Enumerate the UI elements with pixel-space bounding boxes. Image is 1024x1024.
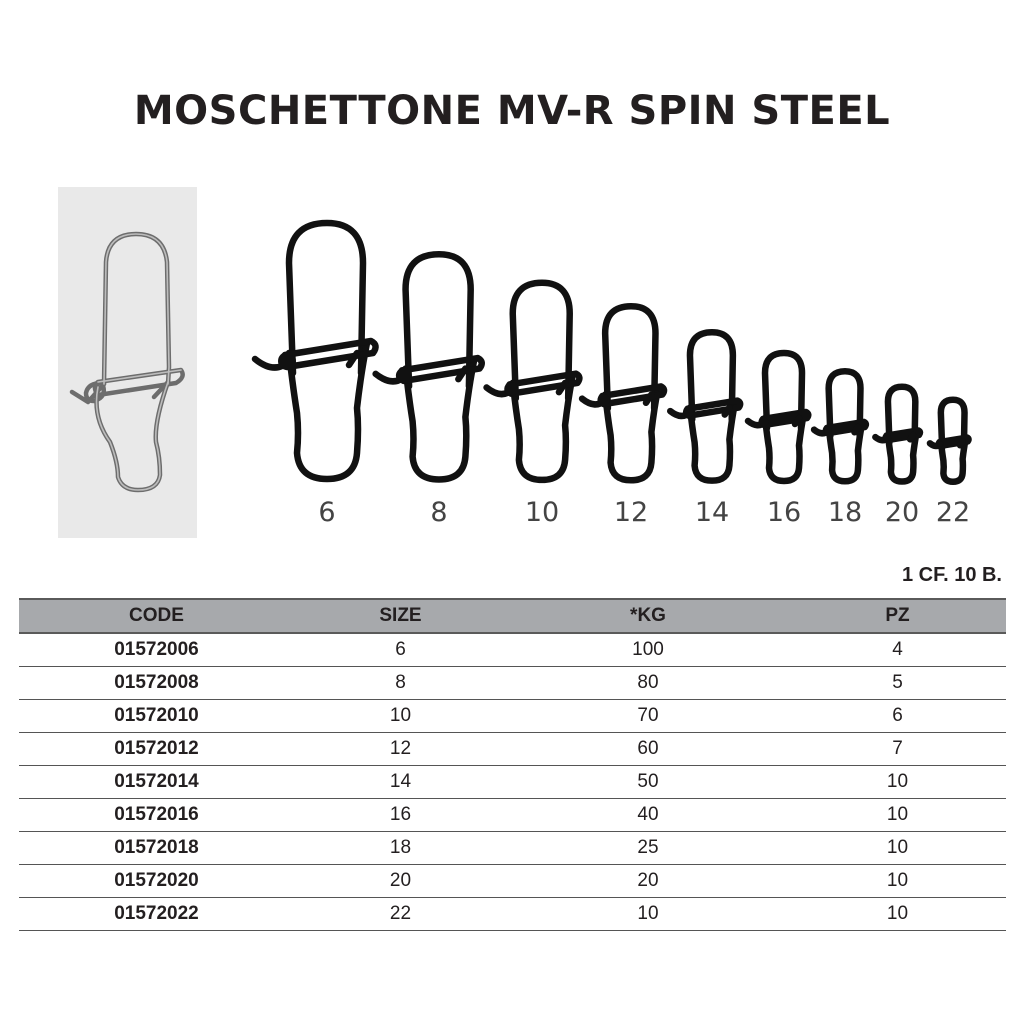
page-title: MOSCHETTONE MV-R SPIN STEEL: [133, 88, 891, 134]
cell-code: 01572018: [19, 832, 294, 865]
cell-pz: 10: [789, 898, 1006, 931]
snap-size-10-icon: [487, 283, 580, 480]
table-row: [19, 633, 1006, 667]
snap-size-14-icon: [670, 332, 740, 480]
cell-kg: 50: [507, 766, 789, 799]
cell-kg: 100: [507, 633, 789, 667]
cell-kg: 80: [507, 667, 789, 700]
snap-size-6-icon: [255, 223, 376, 479]
cell-code: 01572016: [19, 799, 294, 832]
cell-kg: 40: [507, 799, 789, 832]
header-code: CODE: [19, 599, 294, 633]
cell-size: 16: [294, 799, 507, 832]
cell-pz: 10: [789, 799, 1006, 832]
header-kg: *KG: [507, 599, 789, 633]
snap-size-12-icon: [582, 306, 664, 480]
size-label-18: 18: [827, 497, 863, 528]
size-label-8: 8: [430, 497, 448, 528]
cell-size: 8: [294, 667, 507, 700]
size-label-10: 10: [524, 497, 560, 528]
table-row: [19, 700, 1006, 733]
table-row: [19, 898, 1006, 931]
cell-code: 01572022: [19, 898, 294, 931]
snap-size-8-icon: [376, 254, 482, 479]
cell-size: 22: [294, 898, 507, 931]
table-row: [19, 799, 1006, 832]
cell-kg: 60: [507, 733, 789, 766]
cell-code: 01572010: [19, 700, 294, 733]
cell-pz: 5: [789, 667, 1006, 700]
cell-size: 20: [294, 865, 507, 898]
cell-size: 6: [294, 633, 507, 667]
size-label-22: 22: [935, 497, 971, 528]
table-row: [19, 865, 1006, 898]
cell-pz: 10: [789, 766, 1006, 799]
cell-size: 12: [294, 733, 507, 766]
size-chart-graphic: [240, 205, 1000, 495]
table-header-row: [19, 599, 1006, 633]
snap-size-22-icon: [930, 400, 969, 482]
spec-table: [19, 598, 1006, 931]
cell-kg: 25: [507, 832, 789, 865]
size-label-12: 12: [613, 497, 649, 528]
size-label-14: 14: [694, 497, 730, 528]
snap-size-18-icon: [814, 371, 866, 481]
size-label-16: 16: [766, 497, 802, 528]
size-label-6: 6: [318, 497, 336, 528]
cell-pz: 7: [789, 733, 1006, 766]
header-size: SIZE: [294, 599, 507, 633]
cell-pz: 4: [789, 633, 1006, 667]
cell-code: 01572012: [19, 733, 294, 766]
table-row: [19, 766, 1006, 799]
cell-code: 01572006: [19, 633, 294, 667]
cell-kg: 70: [507, 700, 789, 733]
cell-kg: 10: [507, 898, 789, 931]
cell-pz: 6: [789, 700, 1006, 733]
cell-code: 01572014: [19, 766, 294, 799]
cell-size: 10: [294, 700, 507, 733]
snap-size-16-icon: [748, 353, 808, 481]
table-row: [19, 667, 1006, 700]
cell-kg: 20: [507, 865, 789, 898]
pack-note: 1 CF. 10 B.: [901, 564, 1002, 586]
snap-photo-icon: [58, 187, 197, 538]
product-photo: [58, 187, 197, 538]
cell-code: 01572020: [19, 865, 294, 898]
cell-size: 18: [294, 832, 507, 865]
table-row: [19, 832, 1006, 865]
cell-size: 14: [294, 766, 507, 799]
snap-size-20-icon: [875, 387, 920, 482]
size-label-20: 20: [884, 497, 920, 528]
header-pz: PZ: [789, 599, 1006, 633]
cell-pz: 10: [789, 865, 1006, 898]
cell-code: 01572008: [19, 667, 294, 700]
table-row: [19, 733, 1006, 766]
cell-pz: 10: [789, 832, 1006, 865]
